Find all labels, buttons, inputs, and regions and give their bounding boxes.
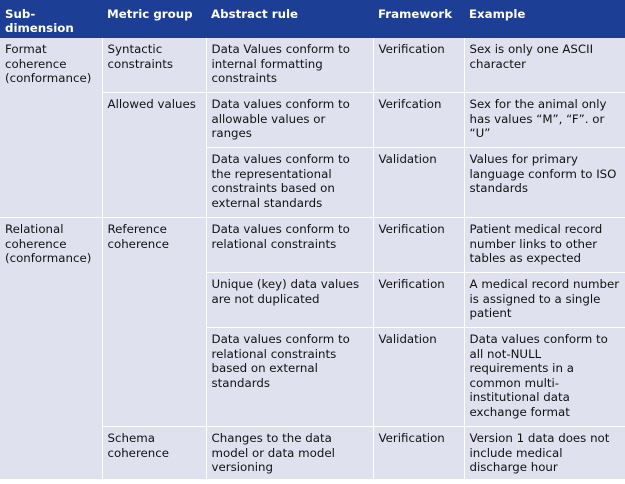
subdimension-cell: Format coherence (conformance)	[0, 38, 102, 218]
example-cell: Patient medical record number links to other tables as expected	[464, 218, 625, 273]
metric-group-cell: Syntactic constraints	[102, 38, 206, 93]
abstract-rule-cell: Changes to the data model or data model versioning	[206, 427, 373, 480]
metric-group-cell: Schema coherence	[102, 427, 206, 480]
header-metric-group: Metric group	[102, 0, 206, 38]
example-cell: Values for primary language conform to ISO standards	[464, 148, 625, 218]
abstract-rule-cell: Unique (key) data values are not duplicated	[206, 273, 373, 328]
example-cell: Sex for the animal only has values “M”, “F”. or “U”	[464, 93, 625, 148]
abstract-rule-cell: Data values conform to allowable values or ranges	[206, 93, 373, 148]
framework-cell: Verification	[373, 273, 464, 328]
table-row	[0, 218, 625, 273]
header-subdimension: Sub-dimension	[0, 0, 102, 38]
abstract-rule-cell: Data values conform to relational constraints based on external standards	[206, 328, 373, 427]
framework-cell: Validation	[373, 148, 464, 218]
subdimension-cell: Relational coherence (conformance)	[0, 218, 102, 480]
table-row	[0, 38, 625, 93]
abstract-rule-cell: Data Values conform to internal formatting constraints	[206, 38, 373, 93]
example-cell: A medical record number is assigned to a single patient	[464, 273, 625, 328]
example-cell: Data values conform to all not-NULL requirements in a common multi-institutional data exchange format	[464, 328, 625, 427]
example-cell: Version 1 data does not include medical discharge hour	[464, 427, 625, 480]
abstract-rule-cell: Data values conform to the representational constraints based on external standards	[206, 148, 373, 218]
metric-group-cell: Allowed values	[102, 93, 206, 218]
metric-group-cell: Reference coherence	[102, 218, 206, 427]
header-abstract-rule: Abstract rule	[206, 0, 373, 38]
framework-cell: Validation	[373, 328, 464, 427]
framework-cell: Verifcation	[373, 93, 464, 148]
table-header	[0, 0, 625, 38]
framework-cell: Verification	[373, 427, 464, 480]
framework-cell: Verification	[373, 38, 464, 93]
abstract-rule-cell: Data values conform to relational constraints	[206, 218, 373, 273]
header-framework: Framework	[373, 0, 464, 38]
table-body	[0, 38, 625, 479]
header-row	[0, 0, 625, 38]
framework-cell: Verification	[373, 218, 464, 273]
header-example: Example	[464, 0, 625, 38]
example-cell: Sex is only one ASCII character	[464, 38, 625, 93]
